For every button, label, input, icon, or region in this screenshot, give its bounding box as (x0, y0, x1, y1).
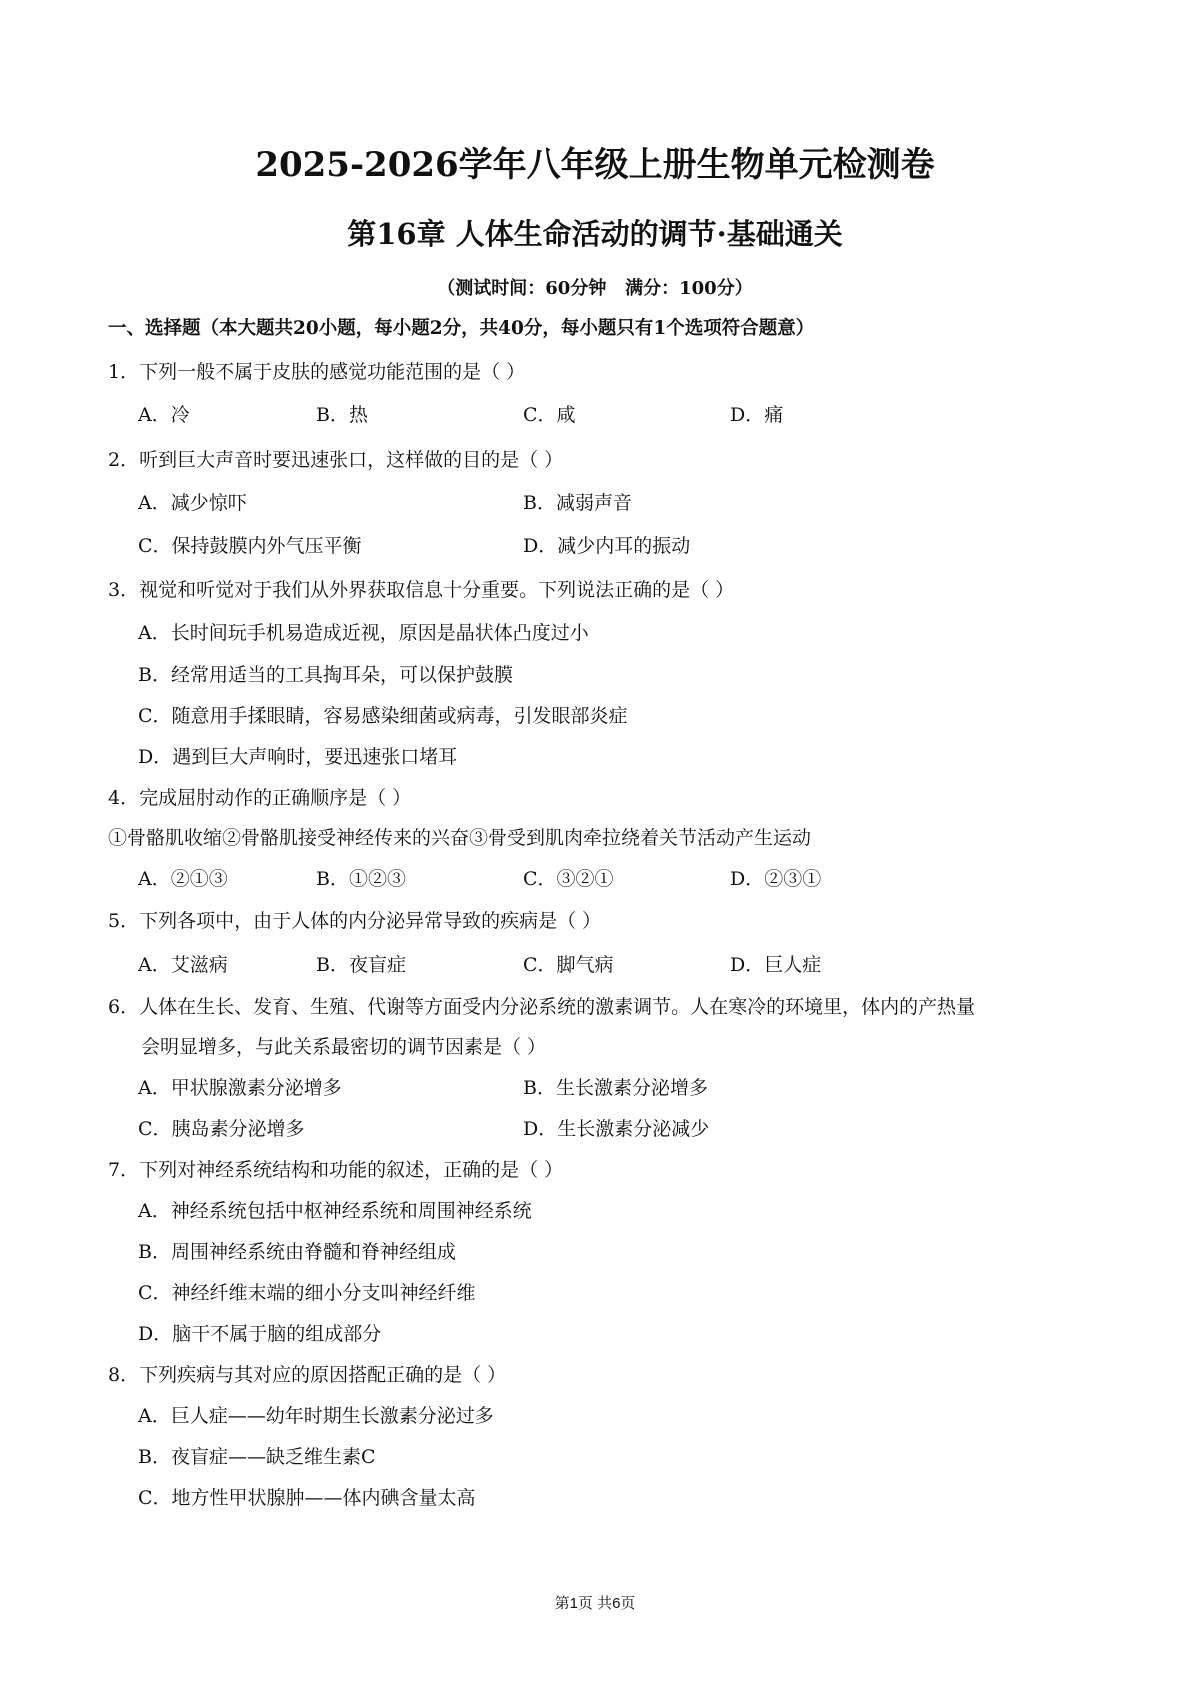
question-stem: 1．下列一般不属于皮肤的感觉功能范围的是（ ） (108, 361, 526, 383)
option-c: C．脚气病 (523, 954, 614, 976)
option-a: A．②①③ (138, 868, 228, 890)
test-info: （测试时间：60分钟 满分：100分） (437, 278, 753, 299)
option-b: B．周围神经系统由脊髓和脊神经组成 (138, 1241, 456, 1263)
option-c: C．胰岛素分泌增多 (138, 1118, 305, 1140)
question-extra-text: ①骨骼肌收缩②骨骼肌接受神经传来的兴奋③骨受到肌肉牵拉绕着关节活动产生运动 (108, 827, 812, 849)
option-d: D．②③① (730, 868, 822, 890)
option-c: C．③②① (523, 868, 614, 890)
question-stem-continued: 会明显增多，与此关系最密切的调节因素是（ ） (141, 1036, 547, 1058)
page-number: 第1页 共6页 (554, 1595, 636, 1612)
section-heading: 一、选择题（本大题共20小题，每小题2分，共40分，每小题只有1个选项符合题意） (108, 318, 815, 339)
option-b: B．减弱声音 (523, 492, 632, 514)
option-c: C．神经纤维末端的细小分支叫神经纤维 (138, 1282, 476, 1304)
option-a: A．艾滋病 (138, 954, 228, 976)
exam-title: 2025-2026学年八年级上册生物单元检测卷 (255, 145, 935, 185)
option-d: D．减少内耳的振动 (523, 535, 691, 557)
question-stem: 7．下列对神经系统结构和功能的叙述，正确的是（ ） (108, 1159, 564, 1181)
question-stem: 8．下列疾病与其对应的原因搭配正确的是（ ） (108, 1364, 507, 1386)
question-stem: 4．完成屈肘动作的正确顺序是（ ） (108, 787, 412, 809)
option-a: A．巨人症——幼年时期生长激素分泌过多 (138, 1405, 494, 1427)
option-d: D．脑干不属于脑的组成部分 (138, 1323, 382, 1345)
option-c: C．保持鼓膜内外气压平衡 (138, 535, 362, 557)
option-d: D．遇到巨大声响时，要迅速张口堵耳 (138, 746, 458, 768)
option-b: B．经常用适当的工具掏耳朵，可以保护鼓膜 (138, 664, 513, 686)
option-a: A．长时间玩手机易造成近视，原因是晶状体凸度过小 (138, 622, 589, 644)
option-b: B．热 (316, 404, 368, 426)
option-c: C．咸 (523, 404, 576, 426)
option-d: D．巨人症 (730, 954, 822, 976)
option-d: D．生长激素分泌减少 (523, 1118, 710, 1140)
option-a: A．减少惊吓 (138, 492, 247, 514)
option-a: A．甲状腺激素分泌增多 (138, 1077, 342, 1099)
option-b: B．生长激素分泌增多 (523, 1077, 708, 1099)
option-a: A．冷 (138, 404, 190, 426)
option-c: C．地方性甲状腺肿——体内碘含量太高 (138, 1487, 476, 1509)
option-b: B．夜盲症——缺乏维生素C (138, 1446, 376, 1468)
option-d: D．痛 (730, 404, 784, 426)
option-a: A．神经系统包括中枢神经系统和周围神经系统 (138, 1200, 532, 1222)
question-stem: 6．人体在生长、发育、生殖、代谢等方面受内分泌系统的激素调节。人在寒冷的环境里，体内的产热量 (108, 996, 976, 1018)
question-stem: 3．视觉和听觉对于我们从外界获取信息十分重要。下列说法正确的是（ ） (108, 579, 735, 601)
question-stem: 2．听到巨大声音时要迅速张口，这样做的目的是（ ） (108, 449, 564, 471)
chapter-subtitle: 第16章 人体生命活动的调节·基础通关 (347, 217, 843, 251)
option-c: C．随意用手揉眼睛，容易感染细菌或病毒，引发眼部炎症 (138, 705, 628, 727)
option-b: B．①②③ (316, 868, 406, 890)
question-stem: 5．下列各项中，由于人体的内分泌异常导致的疾病是（ ） (108, 910, 602, 932)
option-b: B．夜盲症 (316, 954, 406, 976)
